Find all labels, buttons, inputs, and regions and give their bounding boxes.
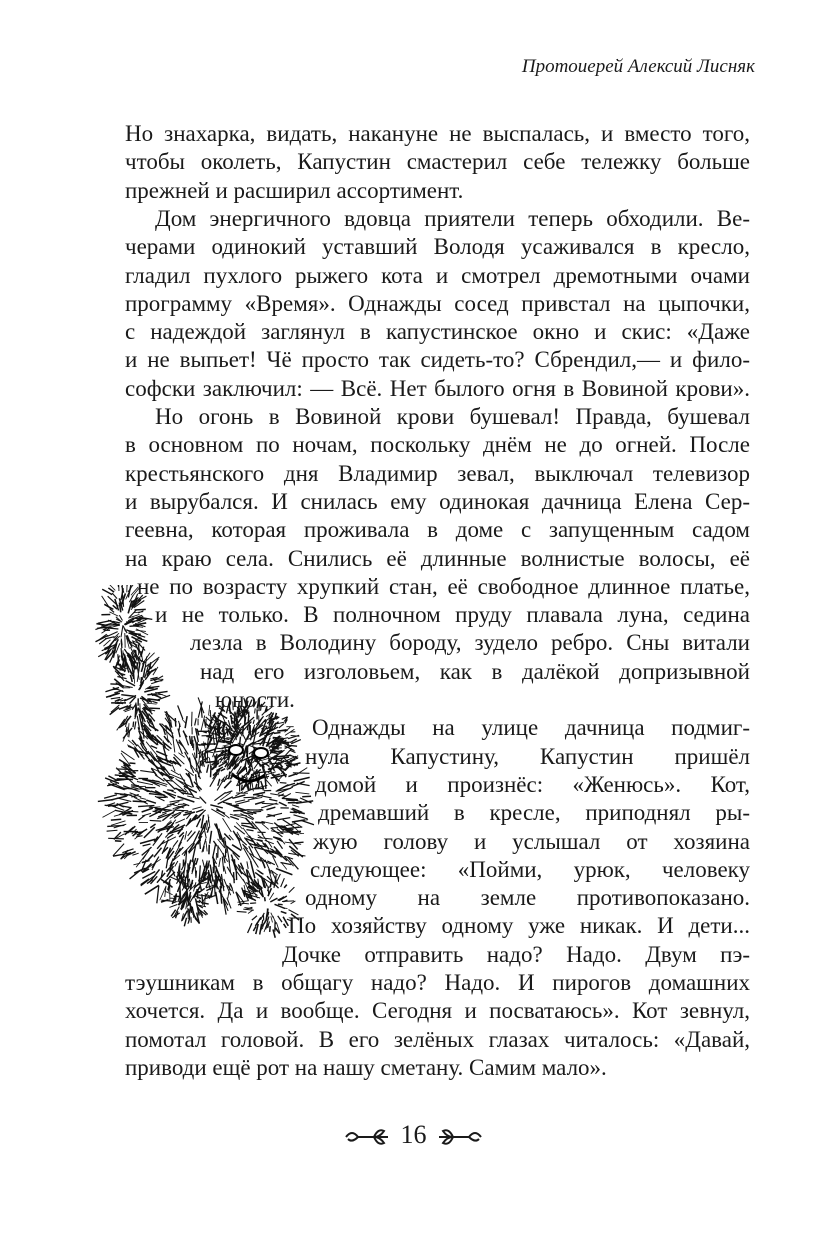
text-line: и вырубался. И снилась ему одинокая дачница Елена Сер- — [125, 488, 750, 514]
text-line: геевна, которая проживала в доме с запущенным садом — [125, 517, 750, 543]
text-line: одному на земле противопоказано. — [305, 885, 750, 911]
text-line: и не выпьет! Чё просто так сидеть-то? Сбрендил,— и фило- — [125, 347, 750, 373]
text-line: следующее: «Пойми, урюк, человеку — [310, 856, 750, 882]
running-header: Протоиерей Алексий Лисняк — [521, 56, 755, 77]
text-line: нула Капустину, Капустин пришёл — [305, 743, 750, 769]
text-line: черами одинокий уставший Володя усаживался в кресло, — [125, 234, 750, 260]
text-line: в основном по ночам, поскольку днём не до огней. После — [125, 432, 750, 458]
text-line: хочется. Да и вообще. Сегодня и посватаюсь». Кот зевнул, — [125, 998, 750, 1024]
page-number: 16 — [400, 1120, 427, 1149]
text-line: программу «Время». Однажды сосед привстал на цыпочки, — [125, 290, 750, 316]
text-line: гладил пухлого рыжего кота и смотрел дремотными очами — [125, 262, 750, 288]
text-line: жую голову и услышал от хозяина — [313, 828, 750, 854]
text-line: приводи ещё рот на нашу сметану. Самим мало». — [125, 1054, 607, 1080]
text-line: помотал головой. В его зелёных глазах читалось: «Давай, — [125, 1026, 750, 1052]
text-line: дремавший в кресле, приподнял ры- — [318, 800, 750, 826]
left-flourish-icon — [344, 1127, 394, 1147]
text-line: Дочке отправить надо? Надо. Двум пэ- — [282, 941, 750, 967]
text-line: Но огонь в Вовиной крови бушевал! Правда, бушевал — [155, 404, 750, 429]
text-line: софски заключил: — Всё. Нет былого огня в Вовиной крови». — [125, 375, 750, 401]
right-flourish-icon — [433, 1127, 483, 1147]
text-line: тэушникам в общагу надо? Надо. И пирогов домашних — [125, 970, 750, 995]
text-line: домой и произнёс: «Женюсь». Кот, — [315, 771, 750, 797]
text-line: не по возрасту хрупкий стан, её свободное длинное платье, — [137, 573, 750, 599]
text-line: чтобы околеть, Капустин смастерил себе тележку больше — [125, 149, 750, 175]
text-line: Но знахарка, видать, накануне не выспалась, и вместо того, — [125, 121, 750, 146]
text-line: Дом энергичного вдовца приятели теперь обходили. Ве- — [155, 205, 750, 231]
text-line: с надеждой заглянул в капустинское окно и скис: «Даже — [125, 319, 750, 345]
text-line: Однажды на улице дачница подмиг- — [312, 715, 750, 741]
text-line: прежней и расширил ассортимент. — [125, 177, 464, 203]
text-line: По хозяйству одному уже никак. И дети... — [288, 913, 750, 939]
page-number-footer — [0, 1120, 827, 1150]
text-line: над его изголовьем, как в далёкой допризывной — [200, 658, 750, 684]
text-line: лезла в Володину бороду, зудело ребро. Сны витали — [190, 630, 750, 656]
text-line: юности. — [215, 687, 295, 712]
text-line: крестьянского дня Владимир зевал, выключал телевизор — [125, 460, 750, 486]
text-line: на краю села. Снились её длинные волнистые волосы, её — [125, 545, 750, 571]
text-line: и не только. В полночном пруду плавала луна, седина — [155, 602, 750, 628]
